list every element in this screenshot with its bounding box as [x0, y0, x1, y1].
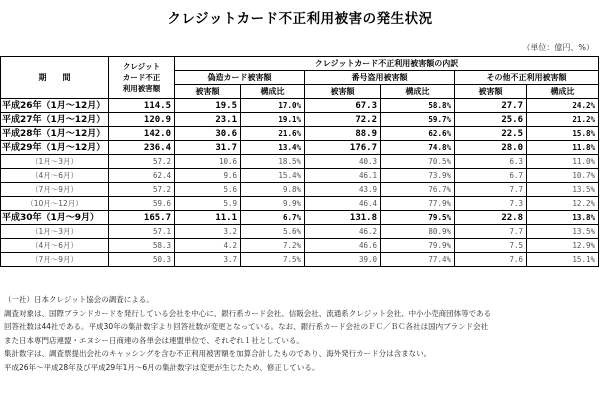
row-forgery-ratio: 6.7%: [241, 211, 305, 225]
row-forgery-amount: 10.6: [175, 155, 241, 169]
row-forgery-amount: 19.5: [175, 99, 241, 113]
row-number-amount: 46.1: [305, 169, 381, 183]
footnote-line: 回答社数は44社である。平成30年の集計数字より回答社数が変更となっている。なお、銀行系カード会社のＦＣ／ＢＣ各社は国内ブランド会社: [4, 322, 489, 331]
row-number-amount: 131.8: [305, 211, 381, 225]
row-other-ratio: 10.7%: [527, 169, 599, 183]
row-period: （1月～3月）: [1, 155, 109, 169]
row-other-amount: 7.7: [455, 183, 527, 197]
row-period: 平成27年（1月～12月）: [1, 113, 109, 127]
row-number-amount: 43.9: [305, 183, 381, 197]
row-other-amount: 22.5: [455, 127, 527, 141]
footnote-line: また日本専門店連盟・エヌシー日商連の各単会は連盟単位で、それぞれ１社としている。: [4, 335, 304, 345]
row-other-ratio: 12.9%: [527, 239, 599, 253]
row-period: （4月～6月）: [1, 169, 109, 183]
table-body: [1, 99, 599, 267]
row-other-ratio: 11.0%: [527, 155, 599, 169]
header-period: 期 間: [1, 57, 109, 99]
row-number-ratio: 77.9%: [381, 197, 455, 211]
row-other-ratio: 13.8%: [527, 211, 599, 225]
row-other-amount: 27.7: [455, 99, 527, 113]
row-other-amount: 25.6: [455, 113, 527, 127]
row-forgery-ratio: 5.6%: [241, 225, 305, 239]
row-other-ratio: 21.2%: [527, 113, 599, 127]
row-number-amount: 88.9: [305, 127, 381, 141]
row-forgery-ratio: 21.6%: [241, 127, 305, 141]
row-number-amount: 46.6: [305, 239, 381, 253]
row-forgery-ratio: 17.0%: [241, 99, 305, 113]
table-row: [1, 127, 599, 141]
row-total: 142.0: [109, 127, 175, 141]
row-number-amount: 176.7: [305, 141, 381, 155]
footnotes: [4, 293, 598, 374]
row-number-ratio: 74.8%: [381, 141, 455, 155]
row-total: 120.9: [109, 113, 175, 127]
row-number-ratio: 80.9%: [381, 225, 455, 239]
row-total: 50.3: [109, 253, 175, 267]
row-number-amount: 39.0: [305, 253, 381, 267]
table-row: [1, 141, 599, 155]
row-period: （10月～12月）: [1, 197, 109, 211]
row-number-ratio: 79.5%: [381, 211, 455, 225]
table-row: [1, 239, 599, 253]
header-forgery-ratio: 構成比: [241, 85, 305, 99]
row-number-ratio: 73.9%: [381, 169, 455, 183]
row-other-amount: 28.0: [455, 141, 527, 155]
footnote-line: （一社）日本クレジット協会の調査による。: [4, 295, 154, 304]
row-number-ratio: 77.4%: [381, 253, 455, 267]
row-other-ratio: 15.1%: [527, 253, 599, 267]
row-forgery-amount: 30.6: [175, 127, 241, 141]
row-period: （7月～9月）: [1, 253, 109, 267]
row-number-ratio: 58.8%: [381, 99, 455, 113]
row-forgery-ratio: 7.5%: [241, 253, 305, 267]
row-number-ratio: 59.7%: [381, 113, 455, 127]
unit-label: （単位：億円、%）: [522, 43, 594, 52]
header-forgery: 偽造カード被害額: [175, 71, 305, 85]
row-total: 165.7: [109, 211, 175, 225]
row-other-ratio: 13.5%: [527, 225, 599, 239]
row-forgery-ratio: 15.4%: [241, 169, 305, 183]
table-row: [1, 113, 599, 127]
row-number-amount: 72.2: [305, 113, 381, 127]
row-number-ratio: 79.9%: [381, 239, 455, 253]
row-total: 59.6: [109, 197, 175, 211]
header-number-theft: 番号盗用被害額: [305, 71, 455, 85]
header-other-ratio: 構成比: [527, 85, 599, 99]
header-number-ratio: 構成比: [381, 85, 455, 99]
row-period: 平成29年（1月～12月）: [1, 141, 109, 155]
footnote-line: 集計数字は、調査票提出会社のキャッシングを含む不正利用被害額を加算合計したものであり、海外発行カード分は含まない。: [4, 349, 432, 358]
row-forgery-amount: 4.2: [175, 239, 241, 253]
header-breakdown: クレジットカード不正利用被害額の内訳: [175, 57, 599, 71]
row-number-ratio: 62.6%: [381, 127, 455, 141]
row-other-ratio: 15.8%: [527, 127, 599, 141]
row-number-amount: 67.3: [305, 99, 381, 113]
row-total: 57.2: [109, 155, 175, 169]
row-other-ratio: 13.5%: [527, 183, 599, 197]
row-forgery-ratio: 9.9%: [241, 197, 305, 211]
row-forgery-amount: 3.7: [175, 253, 241, 267]
row-total: 57.2: [109, 183, 175, 197]
table-row: [1, 155, 599, 169]
row-period: （4月～6月）: [1, 239, 109, 253]
row-forgery-ratio: 7.2%: [241, 239, 305, 253]
row-other-ratio: 12.2%: [527, 197, 599, 211]
row-period: 平成28年（1月～12月）: [1, 127, 109, 141]
row-total: 114.5: [109, 99, 175, 113]
row-total: 57.1: [109, 225, 175, 239]
row-forgery-amount: 11.1: [175, 211, 241, 225]
table-row: [1, 211, 599, 225]
row-forgery-amount: 9.6: [175, 169, 241, 183]
footnote-line: 調査対象は、国際ブランドカードを発行している会社を中心に、銀行系カード会社、信販会社、流通系クレジット会社、中小小売商団体等である: [4, 308, 492, 318]
row-forgery-amount: 23.1: [175, 113, 241, 127]
row-forgery-amount: 31.7: [175, 141, 241, 155]
row-total: 236.4: [109, 141, 175, 155]
page-title: クレジットカード不正利用被害の発生状況: [167, 11, 433, 27]
row-period: 平成26年（1月～12月）: [1, 99, 109, 113]
row-other-amount: 6.7: [455, 169, 527, 183]
row-forgery-ratio: 18.5%: [241, 155, 305, 169]
row-other-ratio: 11.8%: [527, 141, 599, 155]
row-number-amount: 40.3: [305, 155, 381, 169]
table-row: [1, 197, 599, 211]
row-other-amount: 6.3: [455, 155, 527, 169]
header-other: その他不正利用被害額: [455, 71, 599, 85]
row-forgery-ratio: 19.1%: [241, 113, 305, 127]
row-forgery-amount: 3.2: [175, 225, 241, 239]
header-number-amount: 被害額: [305, 85, 381, 99]
row-total: 62.4: [109, 169, 175, 183]
row-period: （1月～3月）: [1, 225, 109, 239]
row-number-ratio: 76.7%: [381, 183, 455, 197]
row-period: （7月～9月）: [1, 183, 109, 197]
table-row: [1, 225, 599, 239]
row-period: 平成30年（1月～9月）: [1, 211, 109, 225]
table-row: [1, 169, 599, 183]
table-row: [1, 183, 599, 197]
row-other-amount: 7.6: [455, 253, 527, 267]
row-forgery-ratio: 9.8%: [241, 183, 305, 197]
header-forgery-amount: 被害額: [175, 85, 241, 99]
row-total: 58.3: [109, 239, 175, 253]
footnote-line: 平成26年～平成28年及び平成29年1月～6月の集計数字は変更が生じたため、修正している。: [4, 362, 320, 372]
row-other-amount: 7.5: [455, 239, 527, 253]
row-other-amount: 7.3: [455, 197, 527, 211]
row-other-amount: 7.7: [455, 225, 527, 239]
row-number-ratio: 70.5%: [381, 155, 455, 169]
table-row: [1, 99, 599, 113]
row-forgery-amount: 5.9: [175, 197, 241, 211]
row-forgery-ratio: 13.4%: [241, 141, 305, 155]
table-row: [1, 253, 599, 267]
row-number-amount: 46.4: [305, 197, 381, 211]
fraud-table: [0, 56, 599, 267]
header-total: クレジット カード不正 利用被害額: [109, 57, 175, 99]
row-other-ratio: 24.2%: [527, 99, 599, 113]
header-other-amount: 被害額: [455, 85, 527, 99]
row-forgery-amount: 5.6: [175, 183, 241, 197]
row-number-amount: 46.2: [305, 225, 381, 239]
row-other-amount: 22.8: [455, 211, 527, 225]
